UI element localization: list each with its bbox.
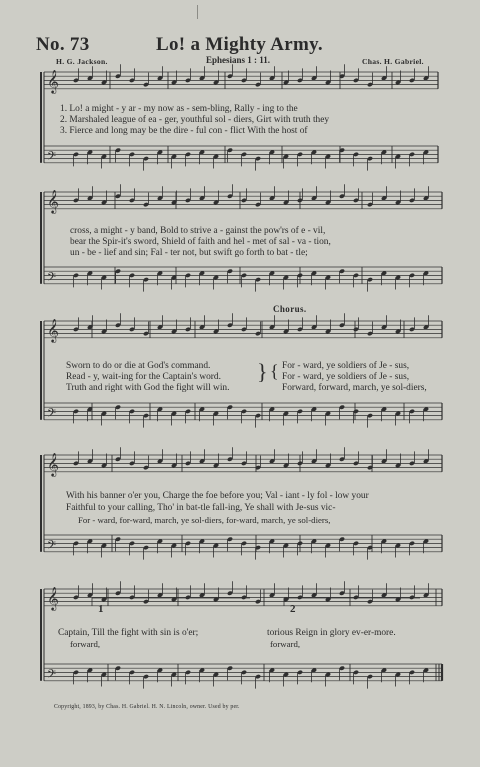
system5-line1-second-ending: torious Reign in glory ev-er-more.: [267, 628, 396, 638]
system3-line3-right: Forward, forward, march, ye sol-diers,: [282, 383, 427, 393]
system4-line3: For - ward, for-ward, march, ye sol-diers, for-ward, march, ye sol-diers,: [78, 515, 331, 525]
first-ending-number: 1: [98, 603, 104, 615]
system4-line1: With his banner o'er you, Charge the foe before you; Val - iant - ly fol - low your: [66, 491, 369, 501]
system5-line2-second-ending: forward,: [270, 639, 301, 649]
bass-clef-icon: 𝄢: [47, 538, 57, 555]
treble-clef-icon: 𝄞: [47, 188, 59, 213]
treble-clef-icon: 𝄞: [47, 451, 59, 476]
system3-line1-right: For - ward, ye soldiers of Je - sus,: [282, 361, 410, 371]
hymn-number: No. 73: [36, 34, 90, 55]
second-ending-number: 2: [290, 603, 296, 615]
system3-line2-right: For - ward, ye soldiers of Je - sus,: [282, 372, 410, 382]
system1-verse1: 1. Lo! a might - y ar - my now as - sem-bling, Rally - ing to the: [60, 104, 298, 114]
system2-verse3: un - be - lief and sin; Fal - ter not, but swift go forth to bat - tle;: [70, 248, 308, 258]
composer-credit: Chas. H. Gabriel.: [362, 57, 424, 66]
hymn-title: Lo! a Mighty Army.: [156, 34, 323, 55]
system1-verse3: 3. Fierce and long may be the dire - ful con - flict With the host of: [60, 126, 308, 136]
bass-clef-icon: 𝄢: [47, 149, 57, 166]
bass-clef-icon: 𝄢: [47, 406, 57, 423]
scripture-reference: Ephesians 1 : 11.: [206, 55, 271, 65]
bass-clef-icon: 𝄢: [47, 270, 57, 287]
treble-clef-icon: 𝄞: [47, 317, 59, 342]
chorus-label: Chorus.: [273, 304, 307, 314]
system3-line2-left: Read - y, wait-ing for the Captain's word.: [66, 372, 221, 382]
system5-line1-first-ending: Captain, Till the fight with sin is o'er;: [58, 628, 199, 638]
system3-brace-open: {: [270, 361, 279, 381]
system2-verse2: bear the Spir-it's sword, Shield of faith and hel - met of sal - va - tion,: [70, 237, 331, 247]
treble-clef-icon: 𝄞: [47, 68, 59, 93]
system5-line2-first-ending: forward,: [70, 639, 101, 649]
system3-line1-left: Sworn to do or die at God's command.: [66, 361, 211, 371]
system2-verse1: cross, a might - y band, Bold to strive a - gainst the pow'rs of e - vil,: [70, 226, 326, 236]
treble-clef-icon: 𝄞: [47, 585, 59, 610]
system1-verse2: 2. Marshaled league of ea - ger, youthful sol - diers, Girt with truth they: [60, 115, 330, 125]
bass-clef-icon: 𝄢: [47, 667, 57, 684]
system3-brace: }: [257, 359, 268, 384]
lyricist-credit: H. G. Jackson.: [56, 57, 108, 66]
system4-line2: Faithful to your calling, Tho' in bat-tle fall-ing, Ye shall with Je-sus vic-: [66, 503, 336, 513]
copyright-footer: Copyright, 1893, by Chas. H. Gabriel. H. N. Lincoln, owner. Used by per.: [54, 704, 240, 710]
system3-line3-left: Truth and right with God the fight will win.: [66, 383, 230, 393]
